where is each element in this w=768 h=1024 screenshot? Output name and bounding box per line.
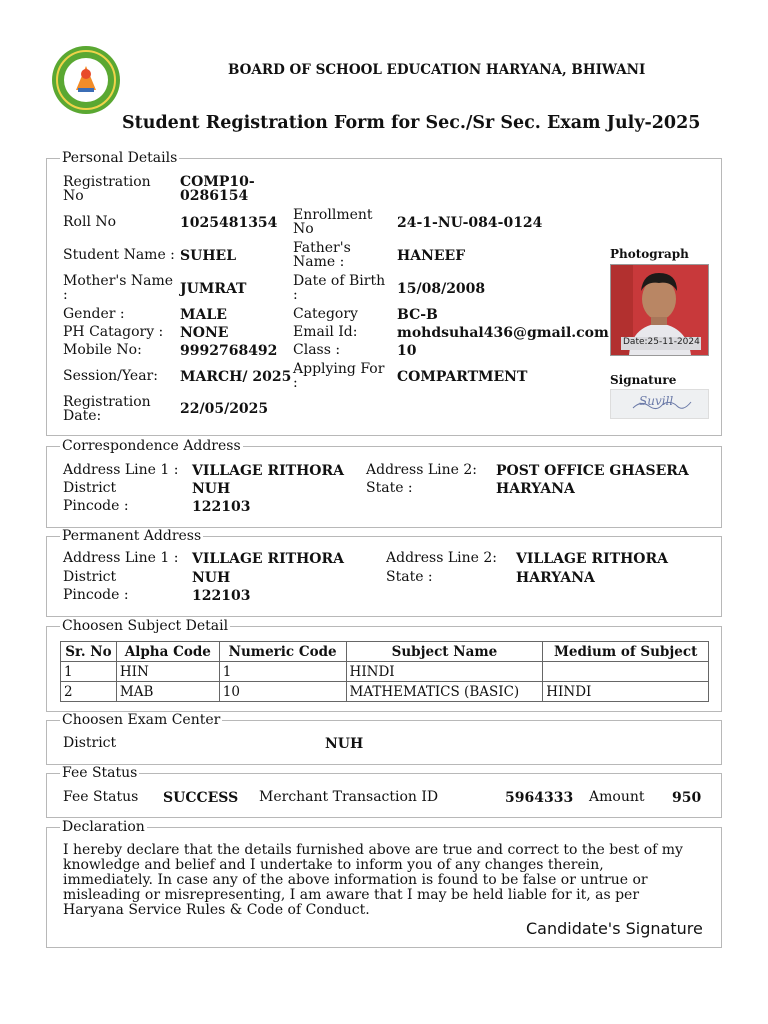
permanent-address-legend: Permanent Address bbox=[62, 528, 202, 544]
gender-value: MALE bbox=[180, 307, 227, 323]
declaration-legend: Declaration bbox=[62, 819, 145, 835]
perm-state-label: State : bbox=[386, 569, 433, 585]
session-label: Session/Year: bbox=[63, 368, 158, 384]
personal-details-legend: Personal Details bbox=[62, 150, 178, 166]
category-label: Category bbox=[293, 306, 358, 322]
perm-line2-value: VILLAGE RITHORA bbox=[516, 551, 668, 567]
perm-line1-value: VILLAGE RITHORA bbox=[192, 551, 344, 567]
cell-numeric-code: 1 bbox=[219, 662, 346, 682]
corr-line2-label: Address Line 2: bbox=[366, 462, 477, 478]
mother-name-label: Mother's Name : bbox=[63, 273, 174, 303]
declaration-text bbox=[63, 843, 683, 918]
perm-district-label: District bbox=[63, 569, 117, 585]
corr-state-value: HARYANA bbox=[496, 481, 575, 497]
gender-label: Gender : bbox=[63, 306, 125, 322]
registration-no-label: Registration No bbox=[63, 174, 151, 204]
fee-status-label: Fee Status bbox=[63, 789, 139, 805]
email-value: mohdsuhal436@gmail.com bbox=[397, 325, 609, 341]
student-name-value: SUHEL bbox=[180, 248, 237, 264]
mother-name-value: JUMRAT bbox=[180, 281, 247, 297]
cell-alpha-code: HIN bbox=[116, 662, 219, 682]
roll-no-value: 1025481354 bbox=[180, 215, 278, 231]
corr-pincode-value: 122103 bbox=[192, 499, 251, 515]
signature-label: Signature bbox=[610, 373, 677, 387]
email-label: Email Id: bbox=[293, 324, 358, 340]
perm-district-value: NUH bbox=[192, 570, 231, 586]
perm-line2-label: Address Line 2: bbox=[386, 550, 497, 566]
candidate-signature-label: Candidate's Signature bbox=[526, 919, 703, 938]
col-header-medium: Medium of Subject bbox=[543, 642, 709, 662]
subject-detail-legend: Choosen Subject Detail bbox=[62, 618, 229, 634]
table-row bbox=[61, 682, 709, 702]
exam-center-legend: Choosen Exam Center bbox=[62, 712, 221, 728]
enrollment-no-label: Enrollment No bbox=[293, 207, 373, 237]
correspondence-address-legend: Correspondence Address bbox=[62, 438, 241, 454]
fee-status-value: SUCCESS bbox=[163, 790, 239, 806]
declaration-line: misleading or misrepresenting, I am aware that I may be held liable for it, as per bbox=[63, 887, 640, 903]
roll-no-label: Roll No bbox=[63, 214, 117, 230]
transaction-id-value: 5964333 bbox=[505, 790, 574, 806]
session-value: MARCH/ 2025 bbox=[180, 369, 292, 385]
class-label: Class : bbox=[293, 342, 341, 358]
signature-scribble: Suvill bbox=[639, 394, 674, 408]
corr-pincode-label: Pincode : bbox=[63, 498, 129, 514]
col-header-sr-no: Sr. No bbox=[61, 642, 117, 662]
board-logo bbox=[48, 44, 124, 116]
col-header-subject-name: Subject Name bbox=[346, 642, 543, 662]
applying-for-label: Applying For : bbox=[293, 361, 385, 391]
signature-image bbox=[610, 389, 709, 419]
perm-pincode-label: Pincode : bbox=[63, 587, 129, 603]
registration-date-value: 22/05/2025 bbox=[180, 401, 269, 417]
corr-state-label: State : bbox=[366, 480, 413, 496]
form-title: Student Registration Form for Sec./Sr Sec. Exam July-2025 bbox=[122, 113, 701, 133]
applying-for-value: COMPARTMENT bbox=[397, 369, 528, 385]
cell-subject-name: HINDI bbox=[346, 662, 543, 682]
father-name-label: Father's Name : bbox=[293, 240, 351, 270]
student-photograph bbox=[610, 264, 709, 356]
dob-value: 15/08/2008 bbox=[397, 281, 486, 297]
board-name: BOARD OF SCHOOL EDUCATION HARYANA, BHIWANI bbox=[228, 62, 646, 78]
cell-subject-name: MATHEMATICS (BASIC) bbox=[346, 682, 543, 702]
perm-line1-label: Address Line 1 : bbox=[63, 550, 179, 566]
col-header-alpha-code: Alpha Code bbox=[116, 642, 219, 662]
registration-date-label: Registration Date: bbox=[63, 394, 151, 424]
corr-district-value: NUH bbox=[192, 481, 231, 497]
student-name-label: Student Name : bbox=[63, 247, 175, 263]
corr-line2-value: POST OFFICE GHASERA bbox=[496, 463, 689, 479]
cell-medium: HINDI bbox=[543, 682, 709, 702]
cell-medium bbox=[543, 662, 709, 682]
dob-label: Date of Birth : bbox=[293, 273, 386, 303]
exam-center-section bbox=[46, 712, 722, 765]
declaration-line: I hereby declare that the details furnished above are true and correct to the best of my bbox=[63, 842, 683, 858]
ph-category-label: PH Catagory : bbox=[63, 324, 164, 340]
enrollment-no-value: 24-1-NU-084-0124 bbox=[397, 215, 543, 231]
table-row bbox=[61, 662, 709, 682]
mobile-value: 9992768492 bbox=[180, 343, 278, 359]
declaration-line: immediately. In case any of the above information is found to be false or untrue or bbox=[63, 872, 648, 888]
permanent-address-section bbox=[46, 528, 722, 617]
transaction-id-label: Merchant Transaction ID bbox=[259, 789, 439, 805]
subject-table bbox=[60, 641, 709, 702]
father-name-value: HANEEF bbox=[397, 248, 466, 264]
cell-sr-no: 2 bbox=[61, 682, 117, 702]
perm-pincode-value: 122103 bbox=[192, 588, 251, 604]
corr-district-label: District bbox=[63, 480, 117, 496]
ph-category-value: NONE bbox=[180, 325, 229, 341]
amount-label: Amount bbox=[589, 789, 645, 805]
class-value: 10 bbox=[397, 343, 417, 359]
photo-date: Date:25-11-2024 bbox=[623, 337, 700, 347]
exam-district-value: NUH bbox=[325, 736, 364, 752]
perm-state-value: HARYANA bbox=[516, 570, 595, 586]
fee-status-legend: Fee Status bbox=[62, 765, 138, 781]
cell-sr-no: 1 bbox=[61, 662, 117, 682]
photograph-label: Photograph bbox=[610, 247, 689, 261]
corr-line1-label: Address Line 1 : bbox=[63, 462, 179, 478]
amount-value: 950 bbox=[672, 790, 702, 806]
corr-line1-value: VILLAGE RITHORA bbox=[192, 463, 344, 479]
exam-district-label: District bbox=[63, 735, 117, 751]
registration-no-value: COMP10-0286154 bbox=[180, 174, 255, 204]
declaration-line: knowledge and belief and I undertake to inform you of any changes therein, bbox=[63, 857, 604, 873]
col-header-numeric-code: Numeric Code bbox=[219, 642, 346, 662]
subject-table-header bbox=[61, 642, 709, 662]
category-value: BC-B bbox=[397, 307, 438, 323]
mobile-label: Mobile No: bbox=[63, 342, 142, 358]
cell-numeric-code: 10 bbox=[219, 682, 346, 702]
declaration-line: Haryana Service Rules & Code of Conduct. bbox=[63, 902, 370, 918]
cell-alpha-code: MAB bbox=[116, 682, 219, 702]
